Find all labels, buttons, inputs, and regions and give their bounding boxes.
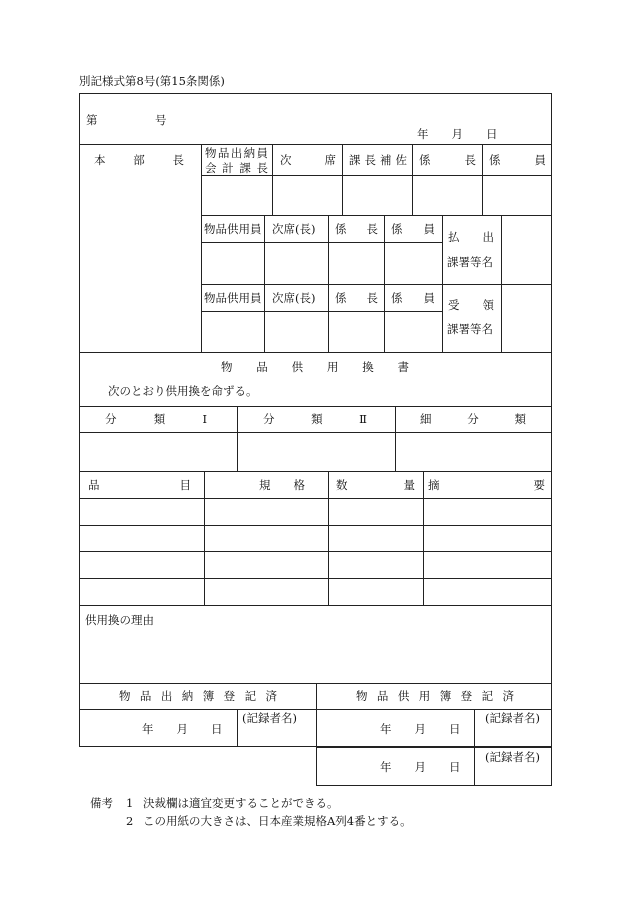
classification-2-header: 分 類 Ⅱ (263, 412, 367, 426)
approver-kakaricho: 係 長 (419, 153, 476, 167)
order-text: 次のとおり供用換を命ずる。 (108, 384, 258, 398)
sub-classification-header: 細 分 類 (420, 412, 526, 426)
approver-kacho-hosa: 課長補佐 (349, 153, 407, 167)
ledger-left-title: 物品出納簿登記済 (119, 689, 277, 703)
payout-dept-label: 課署等名 (447, 255, 493, 269)
sub-header-kakaricho-2: 係 長 (335, 291, 378, 305)
note-2-number: 2 (126, 814, 134, 828)
note-2-text: この用紙の大きさは、日本産業規格A列4番とする。 (143, 814, 412, 828)
sub-header-jiseki: 次席(長) (272, 222, 316, 236)
document-number-label: 第 号 (86, 113, 167, 127)
header-date-label: 年 月 日 (417, 127, 498, 141)
sub-header-kakariin: 係 員 (391, 222, 435, 236)
item-header-remarks: 摘 要 (428, 478, 545, 492)
ledger-right-recorder-2: (記録者名) (485, 750, 540, 764)
approver-suitouin: 物品出納員 (205, 146, 268, 160)
payout-label: 払 出 (448, 230, 494, 244)
item-header-name: 品 目 (88, 478, 191, 492)
sub-header-kakariin-2: 係 員 (391, 291, 435, 305)
receive-label: 受 領 (448, 298, 494, 312)
item-header-qty: 数 量 (336, 478, 415, 492)
ledger-right-title: 物品供用簿登記済 (356, 689, 514, 703)
approver-honbucho: 本 部 長 (94, 153, 184, 167)
sub-header-jiseki-2: 次席(長) (272, 291, 316, 305)
approver-kaikei-kacho: 会計課長 (205, 161, 268, 175)
sub-header-kyoyoin: 物品供用員 (204, 222, 262, 236)
reason-label: 供用換の理由 (85, 613, 154, 627)
receive-dept-label: 課署等名 (447, 322, 493, 336)
notes-heading: 備考 (90, 796, 113, 810)
sub-header-kyoyoin-2: 物品供用員 (204, 291, 262, 305)
ledger-right-recorder-1: (記録者名) (485, 711, 540, 725)
sub-header-kakaricho: 係 長 (335, 222, 378, 236)
note-1-number: 1 (126, 796, 134, 810)
item-header-spec: 規 格 (259, 478, 305, 492)
approver-jiseki: 次 席 (280, 153, 336, 167)
document-title: 物 品 供 用 換 書 (221, 360, 409, 374)
ledger-left-recorder: (記録者名) (242, 711, 297, 725)
classification-1-header: 分 類 Ⅰ (105, 412, 207, 426)
ledger-right-date-1: 年 月 日 (380, 722, 461, 736)
form-caption: 別記様式第8号(第15条関係) (79, 74, 225, 88)
note-1-text: 決裁欄は適宜変更することができる。 (143, 796, 339, 810)
ledger-right-date-2: 年 月 日 (380, 760, 461, 774)
approver-kakariin: 係 員 (489, 153, 546, 167)
ledger-left-date: 年 月 日 (142, 722, 223, 736)
